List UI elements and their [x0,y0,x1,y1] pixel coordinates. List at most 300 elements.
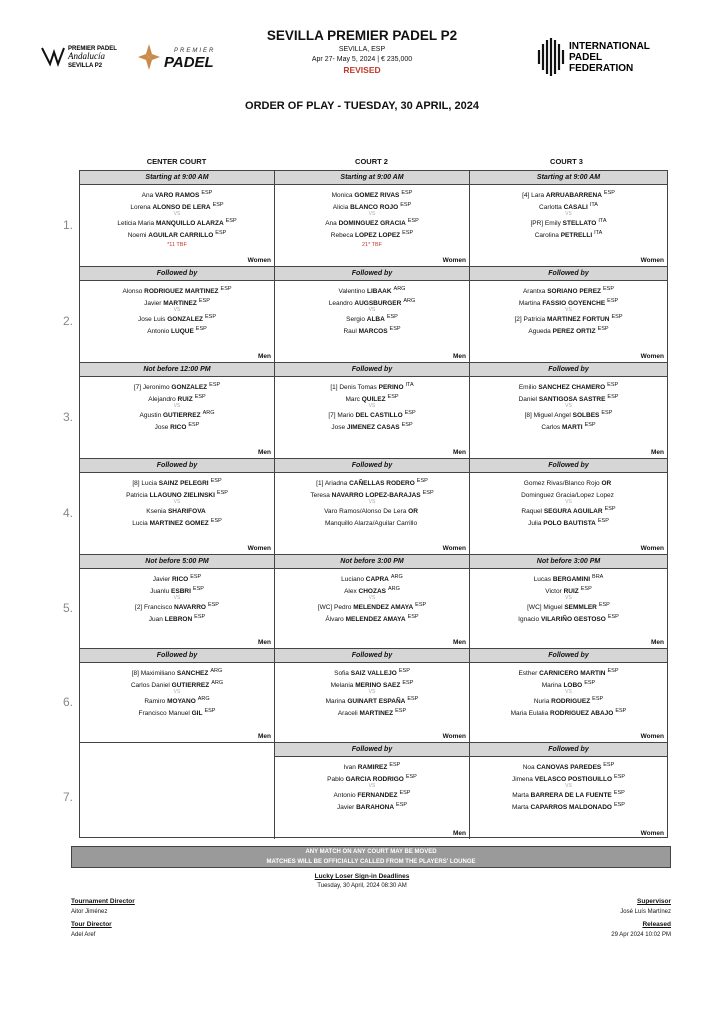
vs-label: VS [173,595,181,602]
match-time-bar: Followed by [80,649,274,663]
player-country: ESP [225,218,237,225]
svg-text:PREMIER PADEL: PREMIER PADEL [68,46,117,52]
vs-label: VS [368,307,376,314]
match-category: Men [453,353,466,360]
player-line [470,217,667,229]
svg-text:INTERNATIONAL: INTERNATIONAL [569,41,650,52]
player-country: ESP [613,801,625,808]
match-cell [470,555,667,649]
match-time-bar: Followed by [275,363,469,377]
player-given-name: Francisco Manuel [138,710,190,718]
player-given-name: [4] Lara [522,192,545,200]
vs-label: VS [173,211,181,218]
player-surname: AUGSBURGER [354,299,402,307]
player-line [275,313,469,325]
player-line [80,695,274,707]
player-given-name: Valentino [338,288,366,296]
row-number: 1. [62,218,73,232]
player-country: ESP [584,679,596,686]
player-surname: SEMMLER [564,604,597,612]
match-category: Men [453,639,466,646]
player-surname: LLAGUNO ZIELINSKI [149,491,215,499]
player-line [80,667,274,679]
player-line [470,421,667,433]
player-given-name: Marc [345,395,360,403]
player-surname: BERGAMINI [552,576,591,584]
court-header-2: COURT 2 [355,157,388,166]
tournament-director-block [71,898,135,915]
player-surname: RODRIGUEZ ABAJO [550,710,614,718]
row-number: 5. [62,601,73,615]
player-country: ESP [195,325,207,332]
player-country: ESP [389,762,401,768]
player-line [275,409,469,421]
player-line [275,477,469,489]
match-time-bar: Followed by [275,459,469,473]
player-surname: ALBA [366,316,385,324]
player-surname: LEBRON [164,616,193,624]
player-given-name: Lucia [132,520,148,528]
player-surname: CAPARROS MALDONADO [530,804,612,812]
player-given-name: Marta [512,792,529,800]
player-line [80,285,274,297]
player-surname: SANTIGOSA SASTRE [538,395,606,403]
player-country: ESP [216,489,228,496]
player-given-name: Victor [545,587,562,595]
player-line [470,707,667,719]
player-surname: POLO BAUTISTA [543,520,596,528]
player-country: ESP [404,410,416,417]
player-country: ESP [401,190,413,196]
player-line [470,477,667,489]
player-given-name: Ana [141,192,154,200]
player-surname: PERINO [378,384,404,392]
match-players [275,185,469,248]
svg-text:PADEL: PADEL [164,54,214,71]
player-given-name: Esther [518,670,538,678]
match-category: Women [640,733,664,740]
match-cell [275,555,470,649]
player-country: ARG [390,574,403,580]
player-given-name: Carolina [534,232,559,240]
player-given-name: Juanlu [150,587,170,595]
match-category: Men [453,830,466,837]
player-country: ESP [194,393,206,400]
player-given-name: [PR] Emily [530,220,561,228]
player-line [470,409,667,421]
player-surname: RICO [170,424,187,432]
player-surname: LIBAAK [366,288,392,296]
player-line [80,613,274,625]
player-surname: OR [601,480,612,488]
player-country: ARG [393,286,406,292]
revised-label: REVISED [343,65,381,75]
player-given-name: [7] Mario [328,412,354,420]
player-given-name: Marta [512,804,529,812]
player-given-name: Ignacio [518,616,540,624]
match-category: Women [640,830,664,837]
player-line [470,285,667,297]
match-players [80,663,274,719]
match-players [80,377,274,433]
vs-label: VS [173,689,181,696]
player-country: ESP [603,190,615,196]
match-cell [275,171,470,267]
player-given-name: Jose [154,424,169,432]
player-given-name: Noa [522,764,535,772]
player-line [80,189,274,201]
player-given-name: Alonso [122,288,143,296]
player-surname: CAPRA [365,576,389,584]
player-line [275,667,469,679]
player-country: ESP [592,696,604,703]
player-given-name: Raul [343,328,357,336]
player-given-name: Dominguez Gracia/Lopez Lopez [521,491,614,499]
player-given-name: Agueda [528,328,551,336]
player-given-name: Antonio [333,792,356,800]
player-line [470,189,667,201]
match-cell [275,743,470,839]
player-line [275,695,469,707]
player-country: ESP [396,801,408,808]
player-given-name: [8] Lucia [132,480,157,488]
vs-label: VS [565,595,572,602]
player-surname: SANCHEZ [176,670,209,678]
match-category: Men [258,353,271,360]
released-block [611,921,671,938]
match-time-bar: Starting at 9:00 AM [470,171,667,185]
player-surname: MARTI [562,424,583,432]
svg-text:PREMIER: PREMIER [174,48,216,54]
player-country: ESP [204,707,216,714]
player-given-name: Leandro [328,299,353,307]
player-surname: SANCHEZ CHAMERO [538,384,606,392]
match-cell [80,267,275,363]
player-surname: LUQUE [171,328,194,336]
player-given-name: Ivan [343,764,356,772]
player-surname: CHOZAS [358,587,386,595]
player-given-name: Jose Luis [137,316,166,324]
player-given-name: Araceli [337,710,358,718]
player-surname: ALONSO DE LERA [152,203,211,211]
match-cell [80,555,275,649]
player-line [275,189,469,201]
player-country: ESP [601,410,613,417]
player-given-name: Sergio [346,316,365,324]
player-surname: CARNICERO MARTIN [539,670,606,678]
player-surname: FASSIO GOYENCHE [542,299,606,307]
player-country: ESP [614,773,626,780]
match-cell [470,459,667,555]
player-surname: BLANCO ROJO [350,203,399,211]
match-category: Women [247,257,271,264]
player-country: ESP [201,190,213,196]
match-category: Men [258,449,271,456]
player-country: ESP [192,585,204,592]
player-given-name: Antonio [147,328,170,336]
lucky-loser-title: Lucky Loser Sign-in Deadlines [314,873,410,880]
player-given-name: Varo Ramos/Alonso De Lera [324,508,407,516]
tournament-dates-prize: Apr 27- May 5, 2024 | € 235,000 [311,56,413,63]
player-given-name: [WC] Miguel [527,604,563,612]
match-players [470,663,667,719]
player-surname: QUILEZ [361,395,386,403]
player-country: ESP [603,762,615,768]
player-surname: CASALI [563,203,588,211]
player-given-name: Nuria [533,698,550,706]
row-number: 3. [62,410,73,424]
player-given-name: Agustin [139,412,162,420]
player-line [80,477,274,489]
match-category: Women [640,257,664,264]
player-given-name: Daniel [518,395,538,403]
player-line [275,573,469,585]
match-players [470,377,667,433]
player-given-name: Lucas [533,576,552,584]
match-time-bar: Followed by [275,649,469,663]
match-time-bar: Followed by [275,267,469,281]
international-padel-federation-logo [537,36,677,78]
player-surname: MARTINEZ GOMEZ [149,520,209,528]
match-category: Men [651,449,664,456]
player-line [470,517,667,529]
player-country: ESP [615,707,627,714]
match-note: 21* TBF [361,241,383,248]
player-surname: SORIANO PEREZ [547,288,601,296]
player-line [80,229,274,241]
player-given-name: [1] Ariadna [316,480,348,488]
player-surname: LOPEZ LOPEZ [355,232,401,240]
match-time-bar: Not before 3:00 PM [470,555,667,569]
player-given-name: Pablo [327,775,344,783]
player-surname: SHARIFOVA [167,508,206,516]
player-line [470,695,667,707]
player-surname: RICO [171,576,189,584]
player-line [470,313,667,325]
player-surname: RUIZ [563,587,579,595]
player-country: ESP [603,286,615,292]
match-time-bar: Not before 12:00 PM [80,363,274,377]
match-category: Men [651,639,664,646]
tour-director-block [71,921,112,938]
player-country: ARG [388,585,400,592]
player-country: ESP [389,325,401,332]
match-cell [80,649,275,743]
vs-label: VS [368,689,376,696]
premier-padel-logo [138,42,243,72]
player-surname: MARTINEZ [163,299,197,307]
player-line [470,505,667,517]
player-line [470,381,667,393]
player-line [275,381,469,393]
player-given-name: Alex [344,587,357,595]
match-time-bar: Followed by [275,743,469,757]
player-country: ESP [399,790,411,797]
player-given-name: Arantxa [522,288,546,296]
player-country: ESP [198,297,210,304]
player-line [275,285,469,297]
order-of-play-title: ORDER OF PLAY - TUESDAY, 30 APRIL, 2024 [245,100,479,112]
player-line [470,613,667,625]
player-line [275,801,469,813]
player-surname: VELASCO POSTIGUILLO [534,775,613,783]
player-line [470,667,667,679]
player-surname: MOYANO [167,698,196,706]
player-surname: BARAHONA [356,804,395,812]
player-given-name: Javier [336,804,355,812]
player-surname: DEL CASTILLO [355,412,403,420]
player-line [275,517,469,529]
tournament-header [240,28,484,75]
match-time-bar: Not before 3:00 PM [275,555,469,569]
player-country: ESP [386,314,398,321]
match-cell [275,459,470,555]
player-country: ESP [402,679,414,686]
player-country: BRA [592,574,604,580]
player-line [275,505,469,517]
match-cell [470,267,667,363]
player-surname: CAÑELLAS RODERO [349,480,415,488]
match-cell [275,267,470,363]
player-surname: ARRUABARRENA [545,192,602,200]
player-surname: MARTINEZ FORTUN [547,316,610,324]
player-surname: SAINZ PELEGRI [158,480,209,488]
player-line [275,613,469,625]
player-country: ESP [405,773,417,780]
player-line [470,573,667,585]
player-country: ESP [207,602,219,609]
match-time-bar: Starting at 9:00 AM [80,171,274,185]
tour-director-label: Tour Director [71,921,112,928]
player-country: ESP [607,297,619,304]
supervisor-block [620,898,671,915]
match-players [470,281,667,337]
player-line [275,601,469,613]
player-country: ESP [210,517,222,524]
match-players [470,185,667,241]
player-line [80,601,274,613]
match-players [275,569,469,625]
player-given-name: Noemi [127,232,147,240]
match-category: Women [247,545,271,552]
player-country: ESP [212,201,224,208]
player-country: ESP [215,229,227,236]
player-country: ITA [598,218,607,225]
player-surname: NAVARRO [174,604,206,612]
match-players [80,281,274,337]
player-country: ESP [607,613,619,620]
match-cell [275,363,470,459]
match-time-bar: Followed by [80,267,274,281]
match-players [275,473,469,529]
player-line [275,421,469,433]
player-country: ESP [395,707,407,714]
player-surname: FERNANDEZ [357,792,398,800]
player-line [470,229,667,241]
player-surname: JIMENEZ CASAS [346,424,400,432]
vs-label: VS [173,499,181,506]
player-country: ESP [188,421,200,428]
player-surname: RUIZ [177,395,193,403]
row-number: 7. [62,790,73,804]
player-given-name: [2] Francisco [135,604,173,612]
match-time-bar: Followed by [80,459,274,473]
match-players [80,473,274,529]
player-given-name: Lorena [130,203,151,211]
player-country: ESP [402,229,414,236]
player-surname: VILARIÑO GESTOSO [540,616,606,624]
player-line [470,761,667,773]
match-cell [80,171,275,267]
tournament-location: SEVILLA, ESP [338,46,386,53]
player-given-name: Julia [528,520,542,528]
player-given-name: Emilio [518,384,537,392]
svg-text:PADEL: PADEL [569,52,603,63]
player-surname: MARCOS [358,328,388,336]
player-given-name: Juan [148,616,163,624]
player-line [80,505,274,517]
player-surname: ESBRI [171,587,191,595]
row-number: 4. [62,506,73,520]
vs-label: VS [368,783,376,790]
player-given-name: Gomez Rivas/Blanco Rojo [523,480,600,488]
player-line [80,707,274,719]
vs-label: VS [173,307,181,314]
court-header-3: COURT 3 [550,157,583,166]
player-surname: RAMIREZ [357,764,388,772]
player-surname: SOLBES [572,412,600,420]
vs-label: VS [368,595,376,602]
match-players [275,377,469,433]
vs-label: VS [368,403,376,410]
player-surname: GUINART ESPAÑA [347,698,406,706]
row-number: 2. [62,314,73,328]
player-country: ESP [190,574,202,580]
player-country: ESP [607,668,619,674]
court-headers [79,157,668,166]
released-label: Released [642,921,671,928]
match-note: *11 TBF [167,241,187,248]
player-surname: OR [408,508,418,516]
player-country: ARG [197,696,210,703]
player-surname: VARO RAMOS [155,192,200,200]
vs-label: VS [565,211,572,218]
lucky-loser-time: Tuesday, 30 April, 2024 08:30 AM [317,883,407,889]
player-given-name: Jose [331,424,346,432]
match-category: Men [453,449,466,456]
player-surname: GUTIERREZ [163,412,201,420]
player-country: ESP [597,517,609,524]
player-line [80,517,274,529]
player-given-name: [8] Maximiliano [131,670,176,678]
player-given-name: Javier [152,576,171,584]
player-surname: SEGURA AGUILAR [543,508,603,516]
player-country: ARG [211,679,224,686]
vs-label: VS [565,403,572,410]
notice-line-2: MATCHES WILL BE OFFICIALLY CALLED FROM THE PLAYERS' LOUNGE [266,859,476,865]
player-line [470,801,667,813]
match-cell [470,363,667,459]
player-line [80,573,274,585]
player-surname: GONZALEZ [167,316,203,324]
supervisor-label: Supervisor [637,898,671,905]
player-surname: PEREZ ORTIZ [552,328,596,336]
match-cell [80,363,275,459]
player-country: ESP [422,489,434,496]
player-surname: GUTIERREZ [171,681,210,689]
player-line [80,421,274,433]
match-players [470,473,667,529]
